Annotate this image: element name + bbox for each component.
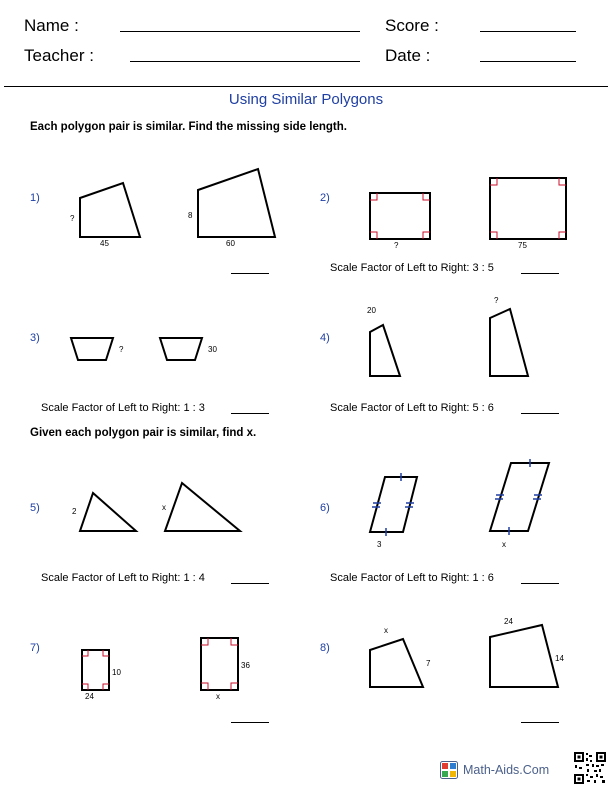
p6-left-label: 3 <box>377 540 382 549</box>
p5-number: 5) <box>30 502 40 514</box>
p2-scale-factor: Scale Factor of Left to Right: 3 : 5 <box>330 262 494 274</box>
p4-right-quad <box>490 309 528 376</box>
p1-right-label: 8 <box>188 211 193 220</box>
p7-right-label: 36 <box>241 661 250 670</box>
p2-answer-line[interactable] <box>521 273 559 274</box>
p7-left-label: 24 <box>85 692 94 701</box>
p4-left-label: 20 <box>367 306 376 315</box>
p5-left-triangle <box>80 493 136 531</box>
p8-answer-line[interactable] <box>521 722 559 723</box>
p1-answer-line[interactable] <box>231 273 269 274</box>
p4-answer-line[interactable] <box>521 413 559 414</box>
p3-right-label: 30 <box>208 345 217 354</box>
p1-left-label: 45 <box>100 239 109 248</box>
p6-left-parallelogram <box>370 477 417 532</box>
p3-scale-factor: Scale Factor of Left to Right: 1 : 3 <box>41 402 205 414</box>
p3-right-trapezoid <box>160 338 202 360</box>
score-label: Score : <box>385 16 439 35</box>
p2-right-label: 75 <box>518 241 527 250</box>
page-title: Using Similar Polygons <box>228 91 384 108</box>
p1-number: 1) <box>30 192 40 204</box>
p4-right-label: ? <box>494 296 499 305</box>
p5-right-label: x <box>162 503 166 512</box>
p5-right-triangle <box>165 483 240 531</box>
p8-left-label: x <box>384 626 388 635</box>
p1-left-quad <box>80 183 140 237</box>
instructions-part2: Given each polygon pair is similar, find x. <box>30 427 257 439</box>
p5-scale-factor: Scale Factor of Left to Right: 1 : 4 <box>41 572 205 584</box>
p7-right-label: x <box>216 692 220 701</box>
p2-right-rect <box>490 178 566 239</box>
p5-left-label: 2 <box>72 507 77 516</box>
p3-left-trapezoid <box>71 338 113 360</box>
name-label: Name : <box>24 16 79 35</box>
instructions-part1: Each polygon pair is similar. Find the missing side length. <box>30 121 347 133</box>
footer-brand[interactable]: Math-Aids.Com <box>463 763 550 777</box>
date-label: Date : <box>385 46 431 65</box>
p3-left-label: ? <box>119 345 124 354</box>
p6-answer-line[interactable] <box>521 583 559 584</box>
p8-right-label: 24 <box>504 617 513 626</box>
p8-right-label: 14 <box>555 654 564 663</box>
p1-right-label: 60 <box>226 239 235 248</box>
p7-left-label: 10 <box>112 668 121 677</box>
p7-answer-line[interactable] <box>231 722 269 723</box>
p2-left-label: ? <box>394 241 399 250</box>
calculator-icon <box>440 761 458 779</box>
p3-number: 3) <box>30 332 40 344</box>
p8-number: 8) <box>320 642 330 654</box>
qr-code-icon <box>574 752 606 784</box>
p4-number: 4) <box>320 332 330 344</box>
p4-scale-factor: Scale Factor of Left to Right: 5 : 6 <box>330 402 494 414</box>
teacher-label: Teacher : <box>24 46 94 65</box>
p2-number: 2) <box>320 192 330 204</box>
p4-left-quad <box>370 325 400 376</box>
p8-left-quad <box>370 639 423 687</box>
p2-left-rect <box>370 193 430 239</box>
p7-number: 7) <box>30 642 40 654</box>
p8-right-quad <box>490 625 558 687</box>
p1-right-quad <box>198 169 275 237</box>
p6-right-label: x <box>502 540 506 549</box>
p7-right-rect <box>201 638 238 690</box>
p8-left-label: 7 <box>426 659 431 668</box>
p6-number: 6) <box>320 502 330 514</box>
p5-answer-line[interactable] <box>231 583 269 584</box>
p6-scale-factor: Scale Factor of Left to Right: 1 : 6 <box>330 572 494 584</box>
p1-left-label: ? <box>70 214 75 223</box>
p3-answer-line[interactable] <box>231 413 269 414</box>
p6-right-parallelogram <box>490 463 549 531</box>
